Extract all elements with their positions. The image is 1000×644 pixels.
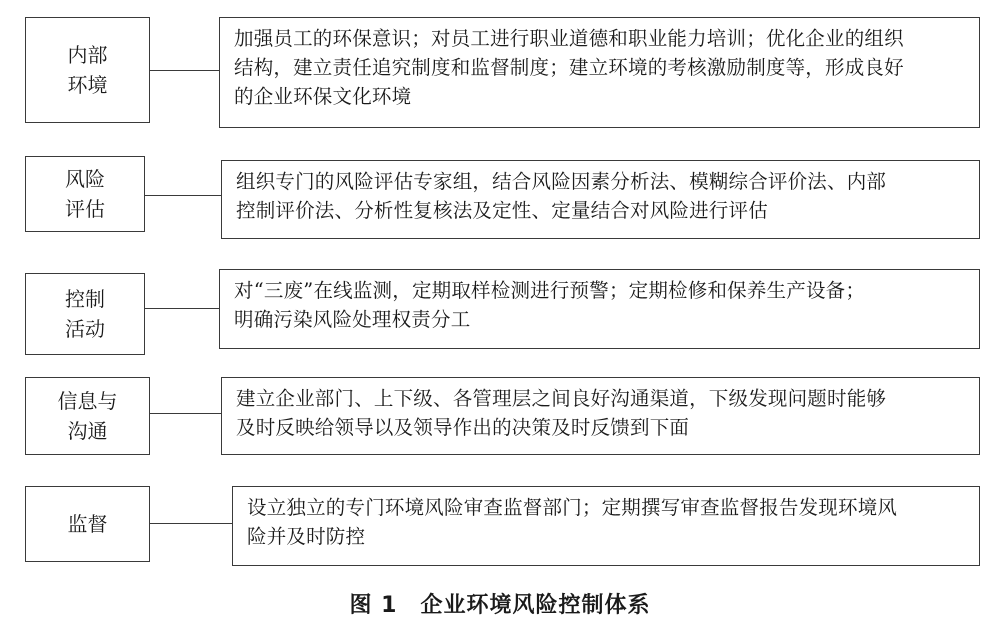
description-line: 对“三废”在线监测，定期取样检测进行预警；定期检修和保养生产设备；: [234, 279, 866, 302]
label-line: 评估: [65, 197, 105, 221]
label-line: 内部: [67, 43, 108, 67]
connector-line: [150, 523, 233, 524]
description-box-risk-assessment: [221, 160, 980, 239]
label-box-supervision: [25, 486, 150, 562]
description-line: 及时反映给领导以及领导作出的决策及时反馈到下面: [236, 416, 690, 439]
label-line: 控制: [65, 287, 105, 311]
label-box-risk-assessment: [25, 156, 145, 232]
description-box-internal-environment: [219, 17, 980, 128]
description-box-supervision: [232, 486, 980, 566]
label-box-control-activities: [25, 273, 145, 355]
description-line: 组织专门的风险评估专家组，结合风险因素分析法、模糊综合评价法、内部: [236, 170, 887, 193]
label-line: 沟通: [67, 419, 108, 443]
connector-line: [150, 70, 220, 71]
connector-line: [150, 413, 222, 414]
connector-line: [145, 308, 220, 309]
label-box-internal-environment: [25, 17, 150, 123]
label-line: 监督: [67, 512, 108, 536]
description-line: 的企业环保文化环境: [234, 85, 412, 108]
description-line: 建立企业部门、上下级、各管理层之间良好沟通渠道，下级发现问题时能够: [236, 387, 887, 410]
label-box-information-communication: [25, 377, 150, 455]
label-line: 活动: [65, 317, 105, 341]
label-line: 信息与: [57, 389, 118, 413]
connector-line: [145, 195, 222, 196]
description-line: 控制评价法、分析性复核法及定性、定量结合对风险进行评估: [236, 199, 768, 222]
description-line: 结构，建立责任追究制度和监督制度；建立环境的考核激励制度等，形成良好: [234, 56, 904, 79]
description-line: 加强员工的环保意识；对员工进行职业道德和职业能力培训；优化企业的组织: [234, 27, 904, 50]
description-line: 险并及时防控: [247, 525, 366, 548]
label-line: 环境: [67, 73, 108, 97]
description-line: 设立独立的专门环境风险审查监督部门；定期撰写审查监督报告发现环境风: [247, 496, 898, 519]
description-box-control-activities: [219, 269, 980, 349]
figure-caption: 图 1 企业环境风险控制体系: [349, 593, 651, 618]
description-box-information-communication: [221, 377, 980, 455]
label-line: 风险: [65, 167, 105, 191]
description-line: 明确污染风险处理权责分工: [234, 308, 471, 331]
